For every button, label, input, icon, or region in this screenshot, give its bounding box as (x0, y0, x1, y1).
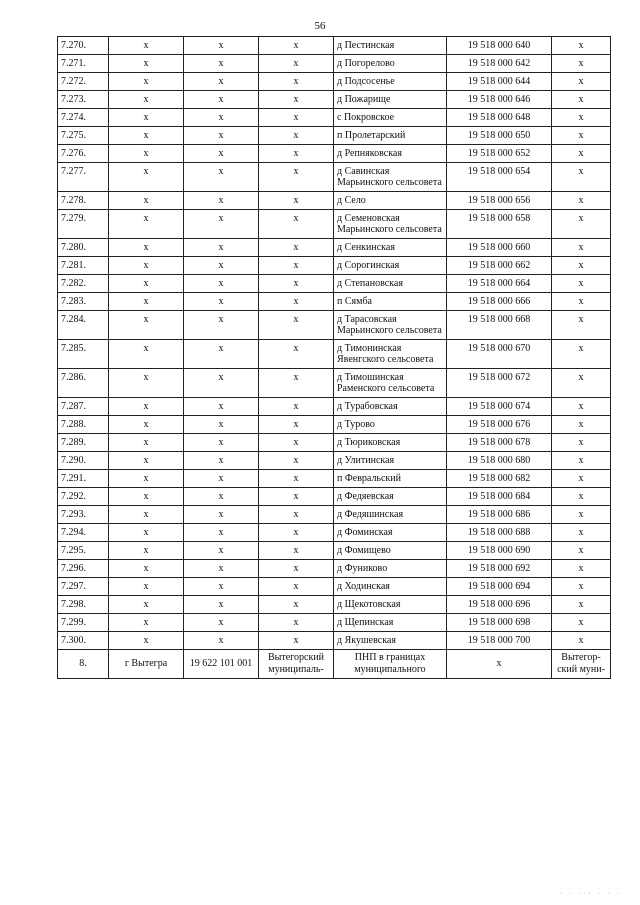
municipality-cell: x (259, 506, 334, 524)
settlement-name-cell: д Фоминская (334, 524, 447, 542)
note-cell: x (552, 434, 611, 452)
oktmo-code-cell: x (184, 524, 259, 542)
page-number: 56 (314, 20, 326, 32)
oktmo-code-cell: x (184, 73, 259, 91)
settlement-type-cell: x (109, 452, 184, 470)
note-cell: x (552, 542, 611, 560)
settlement-name-cell: д Степановская (334, 275, 447, 293)
table-row (58, 340, 611, 369)
municipality-cell: x (259, 614, 334, 632)
oktmo-code-cell: x (184, 369, 259, 398)
settlement-name-cell: д Тимонинская Явенгского сельсовета (334, 340, 447, 369)
municipality-cell: x (259, 632, 334, 650)
row-number-cell: 7.288. (58, 416, 109, 434)
settlement-code-cell: 19 518 000 700 (447, 632, 552, 650)
municipality-cell: x (259, 488, 334, 506)
settlement-type-cell: x (109, 55, 184, 73)
oktmo-code-cell: x (184, 398, 259, 416)
row-number-cell: 7.285. (58, 340, 109, 369)
note-cell: x (552, 145, 611, 163)
row-number-cell: 7.283. (58, 293, 109, 311)
settlement-type-cell: x (109, 127, 184, 145)
settlement-code-cell: 19 518 000 640 (447, 37, 552, 55)
oktmo-code-cell: x (184, 239, 259, 257)
row-number-cell: 7.280. (58, 239, 109, 257)
table-body (58, 37, 611, 679)
row-number-cell: 7.279. (58, 210, 109, 239)
municipality-cell: x (259, 239, 334, 257)
settlement-code-cell: 19 518 000 654 (447, 163, 552, 192)
row-number-cell: 7.300. (58, 632, 109, 650)
row-number-cell: 7.277. (58, 163, 109, 192)
table-row (58, 398, 611, 416)
municipality-cell: x (259, 127, 334, 145)
row-number-cell: 7.275. (58, 127, 109, 145)
table-row (58, 239, 611, 257)
table-row (58, 452, 611, 470)
oktmo-code-cell: 19 622 101 001 (184, 650, 259, 679)
settlement-code-cell: 19 518 000 670 (447, 340, 552, 369)
settlement-code-cell: 19 518 000 696 (447, 596, 552, 614)
settlement-code-cell: x (447, 650, 552, 679)
settlement-name-cell: п Пролетарский (334, 127, 447, 145)
oktmo-code-cell: x (184, 192, 259, 210)
note-cell: x (552, 55, 611, 73)
row-number-cell: 7.270. (58, 37, 109, 55)
settlement-name-cell: д Щекотовская (334, 596, 447, 614)
settlement-code-cell: 19 518 000 644 (447, 73, 552, 91)
note-cell: x (552, 311, 611, 340)
municipality-cell: x (259, 340, 334, 369)
row-number-cell: 7.284. (58, 311, 109, 340)
oktmo-code-cell: x (184, 293, 259, 311)
settlement-type-cell: x (109, 434, 184, 452)
row-number-cell: 7.287. (58, 398, 109, 416)
table-row (58, 524, 611, 542)
table-row (58, 311, 611, 340)
table-row (58, 163, 611, 192)
settlement-type-cell: x (109, 560, 184, 578)
oktmo-code-cell: x (184, 257, 259, 275)
note-cell: x (552, 398, 611, 416)
settlement-name-cell: д Тарасовская Марьинского сельсовета (334, 311, 447, 340)
settlement-type-cell: x (109, 470, 184, 488)
settlement-name-cell: д Турабовская (334, 398, 447, 416)
municipality-cell: x (259, 275, 334, 293)
settlement-code-cell: 19 518 000 648 (447, 109, 552, 127)
settlement-name-cell: д Федяшинская (334, 506, 447, 524)
settlement-code-cell: 19 518 000 698 (447, 614, 552, 632)
settlement-type-cell: x (109, 91, 184, 109)
table-row (58, 632, 611, 650)
settlement-code-cell: 19 518 000 666 (447, 293, 552, 311)
note-cell: x (552, 340, 611, 369)
row-number-cell: 7.286. (58, 369, 109, 398)
row-number-cell: 7.295. (58, 542, 109, 560)
municipality-cell: x (259, 55, 334, 73)
municipality-cell: x (259, 470, 334, 488)
municipality-cell: x (259, 369, 334, 398)
settlement-name-cell: д Федяевская (334, 488, 447, 506)
settlement-type-cell: x (109, 578, 184, 596)
settlement-name-cell: д Ходинская (334, 578, 447, 596)
oktmo-code-cell: x (184, 91, 259, 109)
note-cell: x (552, 109, 611, 127)
settlement-type-cell: x (109, 37, 184, 55)
municipality-cell: x (259, 416, 334, 434)
settlement-name-cell: д Тюриковская (334, 434, 447, 452)
settlement-code-cell: 19 518 000 660 (447, 239, 552, 257)
oktmo-code-cell: x (184, 127, 259, 145)
note-cell: x (552, 614, 611, 632)
settlement-name-cell: д Фомищево (334, 542, 447, 560)
oktmo-code-cell: x (184, 275, 259, 293)
table-row (58, 192, 611, 210)
oktmo-code-cell: x (184, 632, 259, 650)
table-row (58, 55, 611, 73)
settlement-code-cell: 19 518 000 664 (447, 275, 552, 293)
oktmo-code-cell: x (184, 340, 259, 369)
settlement-type-cell: x (109, 192, 184, 210)
row-number-cell: 7.290. (58, 452, 109, 470)
settlement-code-cell: 19 518 000 652 (447, 145, 552, 163)
note-cell: x (552, 488, 611, 506)
settlement-name-cell: д Савинская Марьинского сельсовета (334, 163, 447, 192)
table-row (58, 210, 611, 239)
municipality-cell: x (259, 37, 334, 55)
row-number-cell: 7.282. (58, 275, 109, 293)
note-cell: x (552, 369, 611, 398)
table-row (58, 614, 611, 632)
settlement-code-cell: 19 518 000 680 (447, 452, 552, 470)
note-cell: x (552, 91, 611, 109)
municipality-cell: Вытегорский муниципаль- (259, 650, 334, 679)
settlement-name-cell: д Сорогинская (334, 257, 447, 275)
table-row (58, 37, 611, 55)
table-row (58, 109, 611, 127)
municipality-cell: x (259, 452, 334, 470)
note-cell: x (552, 127, 611, 145)
row-number-cell: 8. (58, 650, 109, 679)
note-cell: x (552, 210, 611, 239)
settlement-type-cell: x (109, 293, 184, 311)
oktmo-code-cell: x (184, 560, 259, 578)
settlement-name-cell: с Покровское (334, 109, 447, 127)
note-cell: x (552, 192, 611, 210)
settlement-type-cell: x (109, 109, 184, 127)
table-row (58, 275, 611, 293)
settlement-name-cell: д Семеновская Марьинского сельсовета (334, 210, 447, 239)
table-row (58, 257, 611, 275)
settlement-code-cell: 19 518 000 672 (447, 369, 552, 398)
settlement-type-cell: x (109, 506, 184, 524)
oktmo-code-cell: x (184, 109, 259, 127)
municipality-cell: x (259, 596, 334, 614)
settlement-type-cell: x (109, 632, 184, 650)
row-number-cell: 7.297. (58, 578, 109, 596)
settlement-type-cell: x (109, 416, 184, 434)
settlement-code-cell: 19 518 000 662 (447, 257, 552, 275)
row-number-cell: 7.271. (58, 55, 109, 73)
note-cell: x (552, 452, 611, 470)
row-number-cell: 7.291. (58, 470, 109, 488)
settlement-type-cell: x (109, 210, 184, 239)
table-row (58, 578, 611, 596)
settlement-code-cell: 19 518 000 642 (447, 55, 552, 73)
settlement-code-cell: 19 518 000 690 (447, 542, 552, 560)
municipality-cell: x (259, 91, 334, 109)
row-number-cell: 7.296. (58, 560, 109, 578)
settlement-name-cell: п Сямба (334, 293, 447, 311)
settlement-code-cell: 19 518 000 688 (447, 524, 552, 542)
table-row-last (58, 650, 611, 679)
settlement-code-cell: 19 518 000 682 (447, 470, 552, 488)
note-cell: x (552, 506, 611, 524)
municipality-cell: x (259, 398, 334, 416)
settlement-code-cell: 19 518 000 676 (447, 416, 552, 434)
table-row (58, 127, 611, 145)
note-cell: x (552, 524, 611, 542)
note-cell: x (552, 257, 611, 275)
oktmo-code-cell: x (184, 506, 259, 524)
settlement-type-cell: x (109, 311, 184, 340)
note-cell: x (552, 596, 611, 614)
municipality-cell: x (259, 560, 334, 578)
table-row (58, 560, 611, 578)
settlement-type-cell: x (109, 163, 184, 192)
settlement-name-cell: д Турово (334, 416, 447, 434)
row-number-cell: 7.276. (58, 145, 109, 163)
municipality-cell: x (259, 73, 334, 91)
note-cell: x (552, 275, 611, 293)
table-row (58, 91, 611, 109)
note-cell: x (552, 163, 611, 192)
oktmo-code-cell: x (184, 542, 259, 560)
table-row (58, 470, 611, 488)
settlement-type-cell: x (109, 340, 184, 369)
oktmo-code-cell: x (184, 145, 259, 163)
settlement-code-cell: 19 518 000 686 (447, 506, 552, 524)
settlement-name-cell: ПНП в границах муниципального (334, 650, 447, 679)
oktmo-code-cell: x (184, 37, 259, 55)
oktmo-code-cell: x (184, 470, 259, 488)
settlement-name-cell: п Февральский (334, 470, 447, 488)
table-row (58, 293, 611, 311)
settlement-name-cell: д Якушевская (334, 632, 447, 650)
row-number-cell: 7.273. (58, 91, 109, 109)
note-cell: x (552, 37, 611, 55)
settlement-name-cell: д Тимошинская Раменского сельсовета (334, 369, 447, 398)
note-cell: x (552, 293, 611, 311)
oktmo-code-cell: x (184, 578, 259, 596)
note-cell: x (552, 632, 611, 650)
municipality-cell: x (259, 578, 334, 596)
settlement-name-cell: д Погорелово (334, 55, 447, 73)
row-number-cell: 7.274. (58, 109, 109, 127)
settlement-type-cell: x (109, 614, 184, 632)
note-cell: x (552, 416, 611, 434)
table-row (58, 488, 611, 506)
settlement-type-cell: x (109, 257, 184, 275)
note-cell: x (552, 470, 611, 488)
row-number-cell: 7.299. (58, 614, 109, 632)
scan-mark: · · ··· · · · (559, 891, 622, 897)
municipality-cell: x (259, 210, 334, 239)
settlement-type-cell: г Вытегра (109, 650, 184, 679)
settlement-name-cell: д Пожарище (334, 91, 447, 109)
row-number-cell: 7.293. (58, 506, 109, 524)
settlement-code-cell: 19 518 000 678 (447, 434, 552, 452)
row-number-cell: 7.289. (58, 434, 109, 452)
settlement-type-cell: x (109, 145, 184, 163)
note-cell: x (552, 73, 611, 91)
settlement-code-cell: 19 518 000 668 (447, 311, 552, 340)
settlement-type-cell: x (109, 239, 184, 257)
settlements-table (57, 36, 611, 679)
municipality-cell: x (259, 293, 334, 311)
municipality-cell: x (259, 192, 334, 210)
note-cell: x (552, 560, 611, 578)
municipality-cell: x (259, 524, 334, 542)
row-number-cell: 7.294. (58, 524, 109, 542)
oktmo-code-cell: x (184, 210, 259, 239)
municipality-cell: x (259, 257, 334, 275)
municipality-cell: x (259, 145, 334, 163)
oktmo-code-cell: x (184, 416, 259, 434)
row-number-cell: 7.281. (58, 257, 109, 275)
settlement-name-cell: д Улитинская (334, 452, 447, 470)
note-cell: x (552, 578, 611, 596)
oktmo-code-cell: x (184, 488, 259, 506)
table-row (58, 416, 611, 434)
municipality-cell: x (259, 163, 334, 192)
settlement-type-cell: x (109, 275, 184, 293)
settlement-name-cell: д Фуниково (334, 560, 447, 578)
settlement-type-cell: x (109, 488, 184, 506)
row-number-cell: 7.298. (58, 596, 109, 614)
settlement-code-cell: 19 518 000 646 (447, 91, 552, 109)
table-row (58, 369, 611, 398)
settlement-type-cell: x (109, 524, 184, 542)
municipality-cell: x (259, 542, 334, 560)
settlement-name-cell: д Сенкинская (334, 239, 447, 257)
municipality-cell: x (259, 434, 334, 452)
settlement-name-cell: д Щепинская (334, 614, 447, 632)
table-row (58, 596, 611, 614)
table-row (58, 434, 611, 452)
row-number-cell: 7.272. (58, 73, 109, 91)
settlement-code-cell: 19 518 000 656 (447, 192, 552, 210)
settlement-type-cell: x (109, 369, 184, 398)
oktmo-code-cell: x (184, 311, 259, 340)
settlement-name-cell: д Подсосенье (334, 73, 447, 91)
settlement-code-cell: 19 518 000 658 (447, 210, 552, 239)
settlement-code-cell: 19 518 000 684 (447, 488, 552, 506)
table-row (58, 145, 611, 163)
settlement-type-cell: x (109, 73, 184, 91)
settlement-type-cell: x (109, 542, 184, 560)
oktmo-code-cell: x (184, 163, 259, 192)
note-cell: Вытегор-ский муни- (552, 650, 611, 679)
settlement-name-cell: д Репняковская (334, 145, 447, 163)
settlement-type-cell: x (109, 398, 184, 416)
settlement-type-cell: x (109, 596, 184, 614)
table-row (58, 73, 611, 91)
row-number-cell: 7.278. (58, 192, 109, 210)
settlement-code-cell: 19 518 000 650 (447, 127, 552, 145)
settlement-code-cell: 19 518 000 692 (447, 560, 552, 578)
settlement-name-cell: д Пестинская (334, 37, 447, 55)
note-cell: x (552, 239, 611, 257)
oktmo-code-cell: x (184, 434, 259, 452)
table-row (58, 506, 611, 524)
table-row (58, 542, 611, 560)
row-number-cell: 7.292. (58, 488, 109, 506)
municipality-cell: x (259, 109, 334, 127)
municipality-cell: x (259, 311, 334, 340)
settlement-name-cell: д Село (334, 192, 447, 210)
settlement-code-cell: 19 518 000 674 (447, 398, 552, 416)
oktmo-code-cell: x (184, 452, 259, 470)
oktmo-code-cell: x (184, 596, 259, 614)
settlement-code-cell: 19 518 000 694 (447, 578, 552, 596)
oktmo-code-cell: x (184, 614, 259, 632)
oktmo-code-cell: x (184, 55, 259, 73)
